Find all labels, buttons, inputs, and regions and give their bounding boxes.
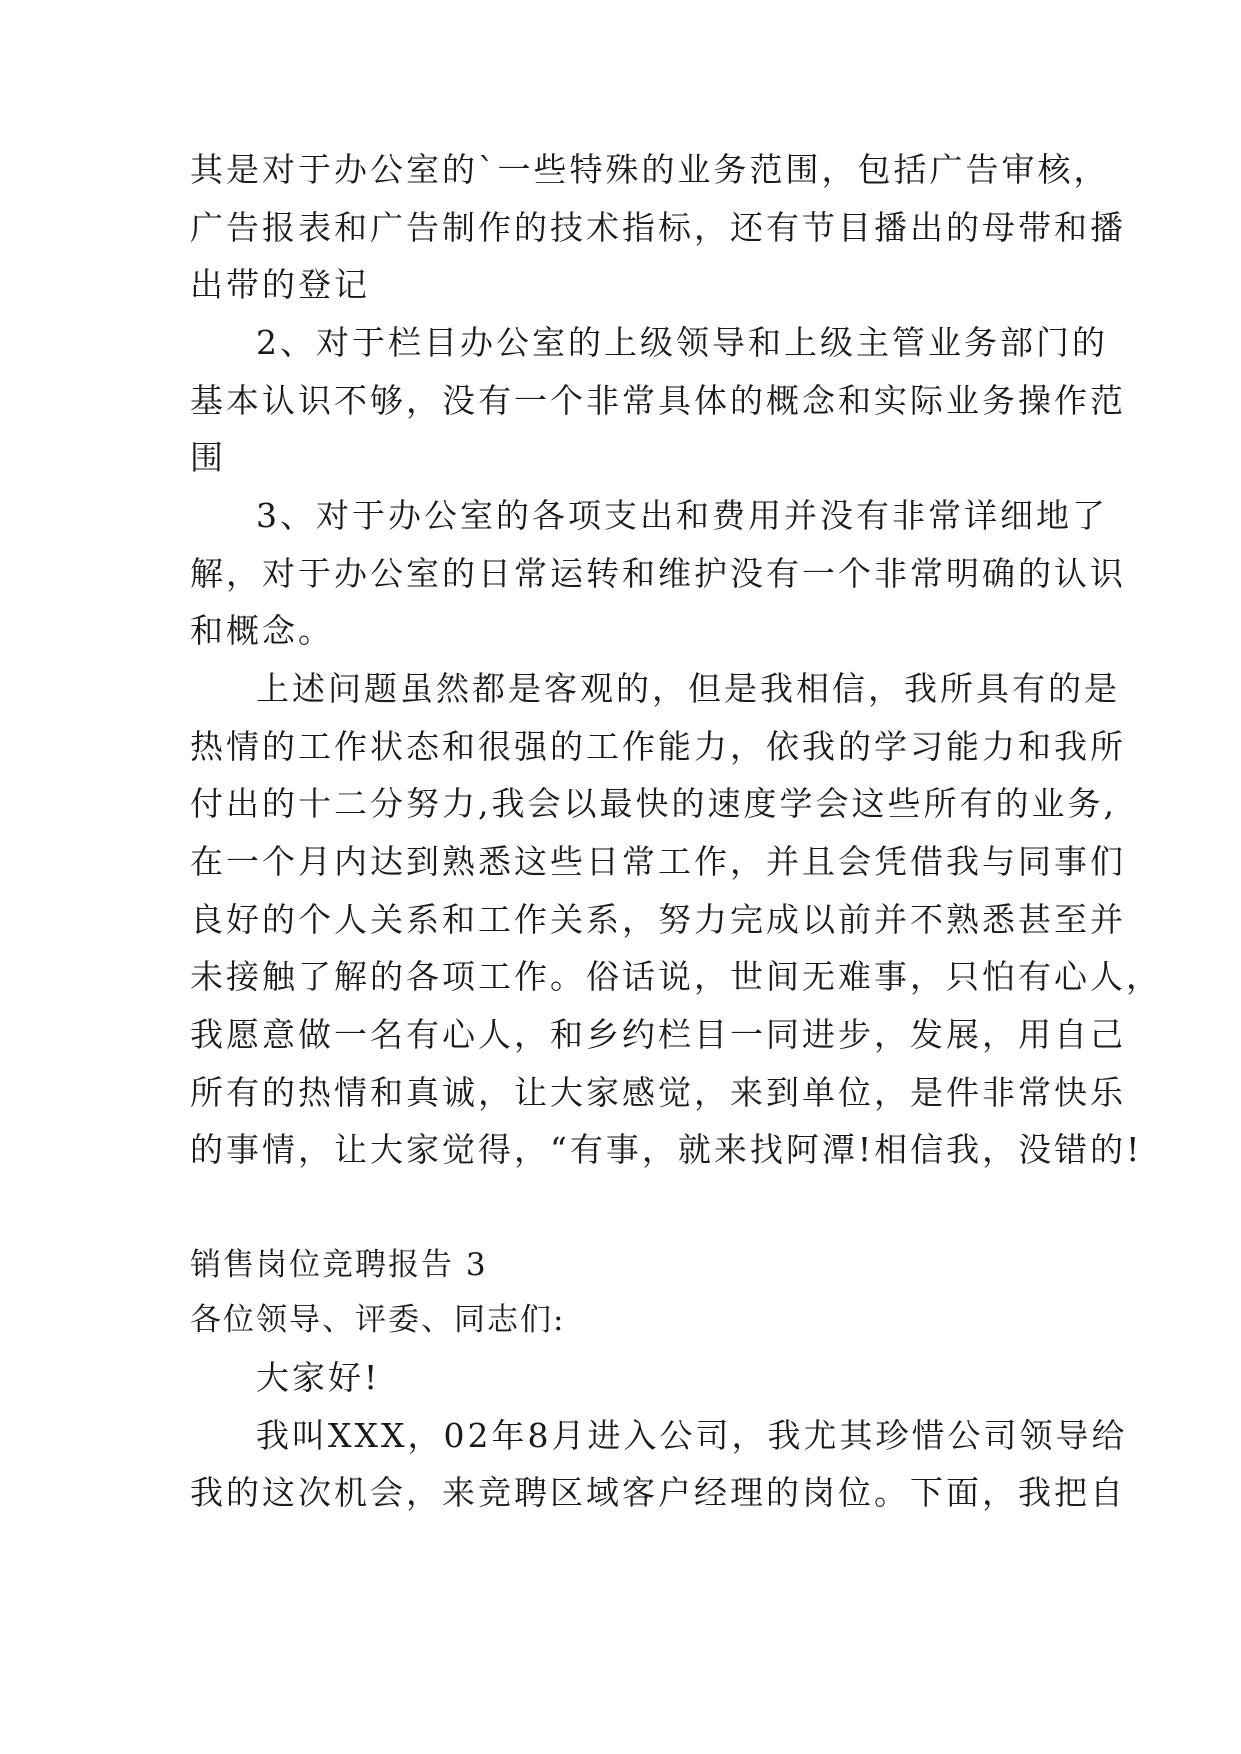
paragraph-line: 在一个月内达到熟悉这些日常工作，并且会凭借我与同事们: [190, 842, 1126, 881]
paragraph-line: 基本认识不够，没有一个非常具体的概念和实际业务操作范: [190, 381, 1126, 420]
paragraph-line: 出带的登记: [190, 265, 370, 304]
paragraph-line: 热情的工作状态和很强的工作能力，依我的学习能力和我所: [190, 727, 1126, 766]
paragraph-line: 2、对于栏目办公室的上级领导和上级主管业务部门的: [256, 323, 1108, 362]
salutation: 各位领导、评委、同志们:: [190, 1302, 566, 1338]
paragraph-line: 我愿意做一名有心人，和乡约栏目一同进步，发展，用自己: [190, 1015, 1126, 1054]
paragraph-line: 的事情，让大家觉得，“有事，就来找阿潭!相信我，没错的!: [190, 1130, 1143, 1169]
paragraph-line: 广告报表和广告制作的技术指标，还有节目播出的母带和播: [190, 208, 1126, 247]
paragraph-line: 和概念。: [190, 611, 334, 650]
paragraph-line: 良好的个人关系和工作关系，努力完成以前并不熟悉甚至并: [190, 900, 1126, 939]
section-heading: 销售岗位竞聘报告 3: [190, 1247, 488, 1283]
paragraph-line: 未接触了解的各项工作。俗话说，世间无难事，只怕有心人，: [190, 957, 1162, 996]
paragraph-line: 所有的热情和真诚，让大家感觉，来到单位，是件非常快乐: [190, 1073, 1126, 1112]
paragraph-line: 我叫XXX，02年8月进入公司，我尤其珍惜公司领导给: [256, 1416, 1128, 1455]
paragraph-line: 解，对于办公室的日常运转和维护没有一个非常明确的认识: [190, 554, 1126, 593]
greeting: 大家好!: [256, 1358, 381, 1397]
paragraph-line: 3、对于办公室的各项支出和费用并没有非常详细地了: [256, 496, 1108, 535]
paragraph-line: 我的这次机会，来竞聘区域客户经理的岗位。下面，我把自: [190, 1473, 1126, 1512]
paragraph-line: 上述问题虽然都是客观的，但是我相信，我所具有的是: [256, 669, 1120, 708]
paragraph-line: 围: [190, 438, 226, 477]
paragraph-line: 付出的十二分努力,我会以最快的速度学会这些所有的业务,: [190, 784, 1117, 823]
paragraph-line: 其是对于办公室的`一些特殊的业务范围，包括广告审核，: [190, 150, 1110, 189]
